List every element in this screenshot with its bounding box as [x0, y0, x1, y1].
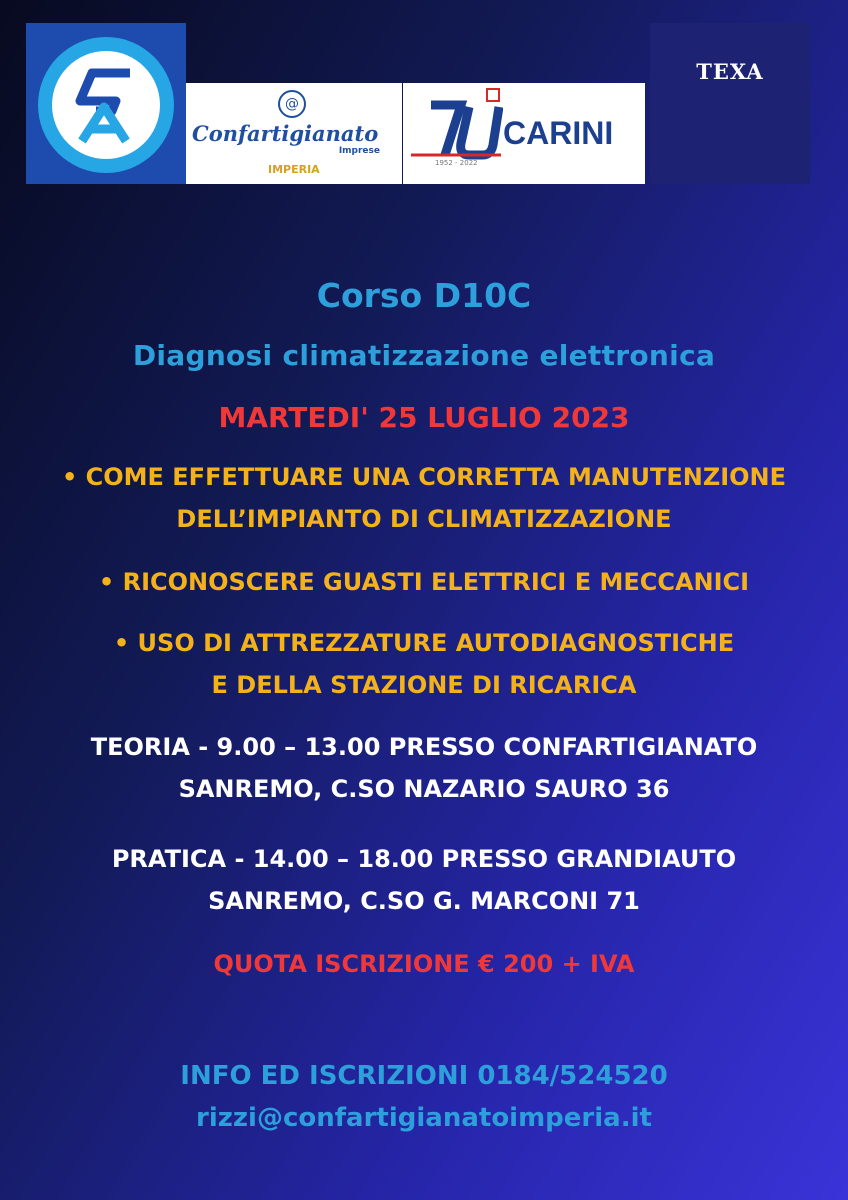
carini-logo	[403, 83, 645, 184]
confartigianato-name: Confartigianato	[192, 121, 379, 146]
bullet-item-continued: E DELLA STAZIONE DI RICARICA	[211, 671, 637, 699]
contact-email[interactable]: rizzi@confartigianatoimperia.it	[196, 1103, 652, 1133]
confartigianato-logo	[186, 83, 402, 184]
ga-monogram-icon	[52, 51, 160, 159]
confartigianato-sub: Imprese	[338, 146, 380, 156]
course-subtitle: Diagnosi climatizzazione elettronica	[132, 339, 716, 372]
session-theory: TEORIA - 9.00 – 13.00 PRESSO CONFARTIGIANATO	[90, 733, 758, 761]
session-practice: PRATICA - 14.00 – 18.00 PRESSO GRANDIAUTO	[111, 845, 737, 873]
ga-logo-inner	[52, 51, 160, 159]
texa-logo	[650, 23, 810, 184]
bullet-item: • USO DI ATTREZZATURE AUTODIAGNOSTICHE	[113, 629, 735, 657]
carini-years: 1952 - 2022	[435, 159, 478, 167]
course-title: Corso D10C	[316, 276, 532, 315]
bullet-item: • RICONOSCERE GUASTI ELETTRICI E MECCANICI	[98, 568, 750, 596]
carini-name: CARINI	[503, 115, 614, 151]
session-theory-address: SANREMO, C.SO NAZARIO SAURO 36	[178, 775, 670, 803]
carini-70-icon	[403, 83, 503, 184]
session-practice-address: SANREMO, C.SO G. MARCONI 71	[208, 887, 640, 915]
ga-logo	[26, 23, 186, 184]
confartigianato-city: IMPERIA	[268, 163, 320, 176]
registration-fee: QUOTA ISCRIZIONE € 200 + IVA	[213, 950, 635, 978]
bullet-item-continued: DELL’IMPIANTO DI CLIMATIZZAZIONE	[176, 505, 672, 533]
logo-bar	[26, 23, 810, 184]
contact-info: INFO ED ISCRIZIONI 0184/524520	[180, 1061, 668, 1091]
bullet-item: • COME EFFETTUARE UNA CORRETTA MANUTENZIONE	[61, 463, 787, 491]
course-date: MARTEDI' 25 LUGLIO 2023	[218, 401, 630, 434]
at-icon: @	[278, 90, 306, 118]
texa-name: TEXA	[696, 59, 764, 84]
